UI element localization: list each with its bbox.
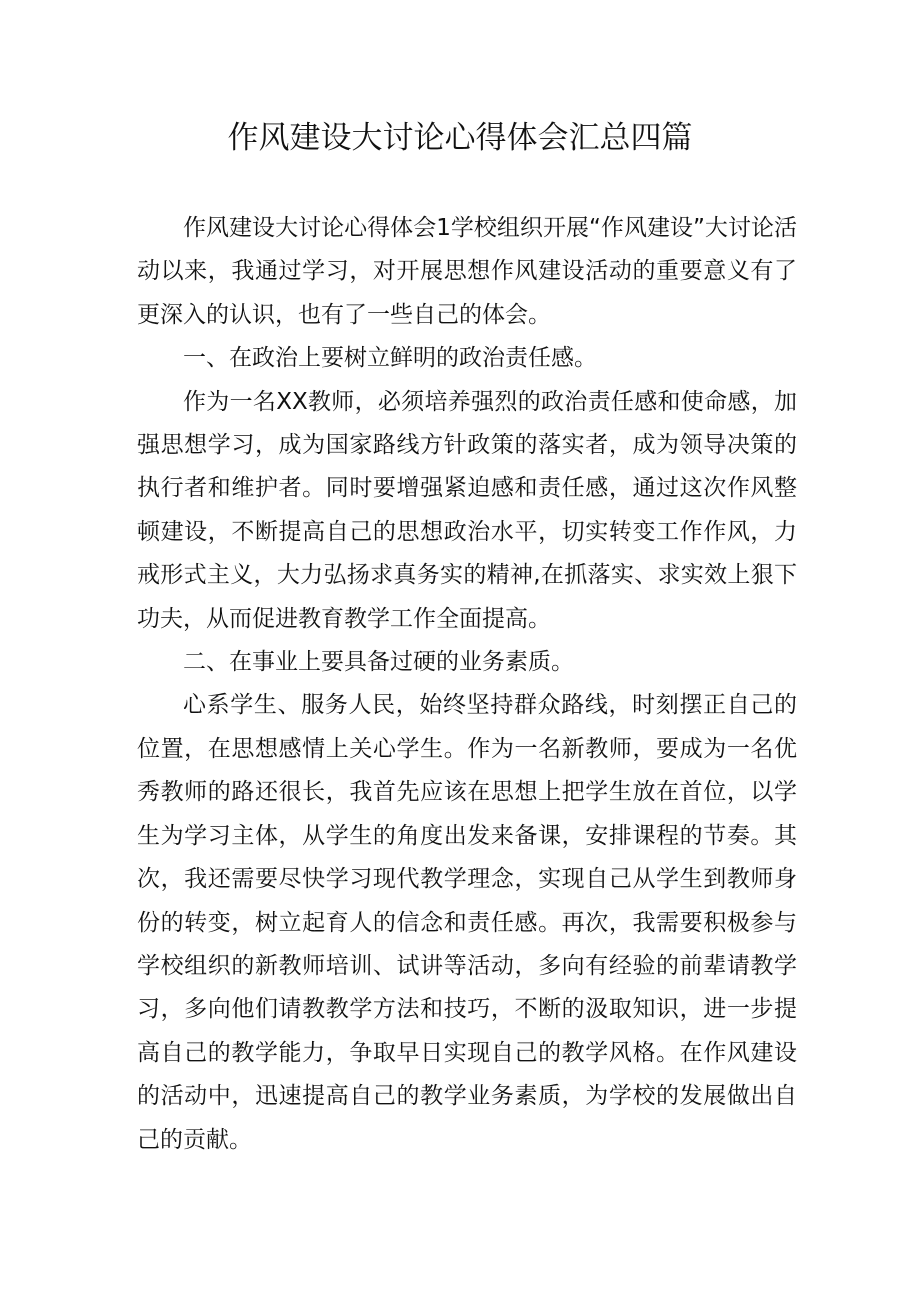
heading-section-1: 一、在政治上要树立鲜明的政治责任感。 (183, 345, 597, 372)
paragraph-intro: 作风建设大讨论心得体会1学校组织开展“作风建设”大讨论活动以来，我通过学习，对开展思想作风建设活动的重要意义有了更深入的认识，也有了一些自己的体会。 (137, 215, 797, 328)
document-body (137, 207, 797, 1162)
heading-section-2: 二、在事业上要具备过硬的业务素质。 (183, 649, 574, 676)
paragraph-section-2: 心系学生、服务人民，始终坚持群众路线，时刻摆正自己的位置，在思想感情上关心学生。作为一名新教师，要成为一名优秀教师的路还很长，我首先应该在思想上把学生放在首位，以学生为学习主体，从学生的角度出发来备课，安排课程的节奏。其次，我还需要尽快学习现代教学理念，实现自己从学生到教师身份的转变，树立起育人的信念和责任感。再次，我需要积极参与学校组织的新教师培训、试讲等活动，多向有经验的前辈请教学习，多向他们请教教学方法和技巧，不断的汲取知识，进一步提高自己的教学能力，争取早日实现自己的教学风格。在作风建设的活动中，迅速提高自己的教学业务素质，为学校的发展做出自己的贡献。 (137, 692, 797, 1153)
document-title: 作风建设大讨论心得体会汇总四篇 (227, 120, 693, 156)
paragraph-section-1: 作为一名XX教师，必须培养强烈的政治责任感和使命感，加强思想学习，成为国家路线方针政策的落实者，成为领导决策的执行者和维护者。同时要增强紧迫感和责任感，通过这次作风整顿建设，不断提高自己的思想政治水平，切实转变工作作风，力戒形式主义，大力弘扬求真务实的精神,在抓落实、求实效上狠下功夫，从而促进教育教学工作全面提高。 (137, 388, 797, 632)
